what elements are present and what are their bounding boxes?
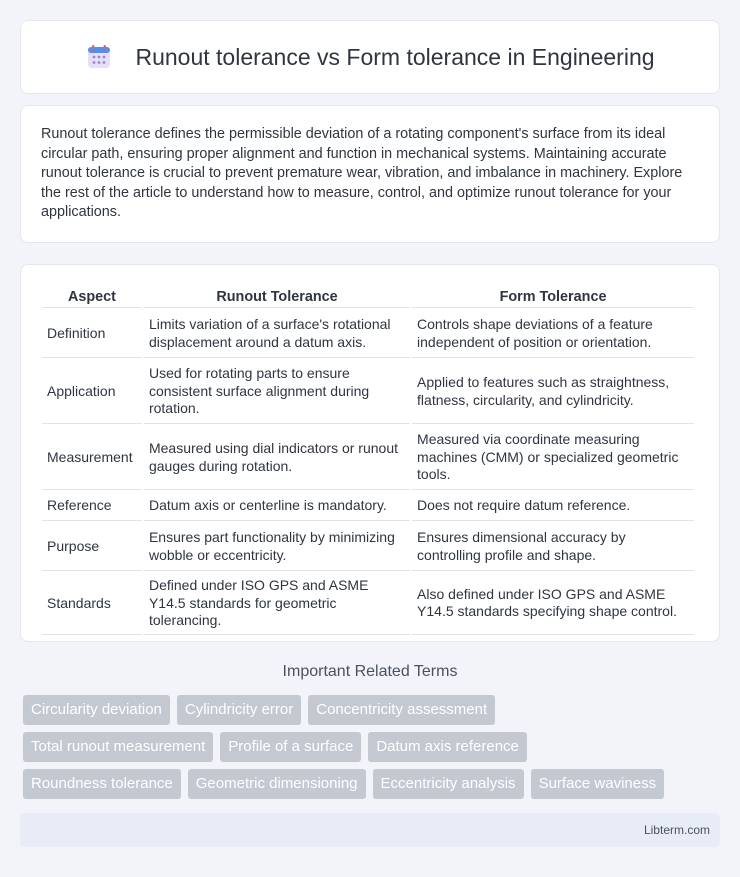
cell-runout: Ensures part functionality by minimizing wobble or eccentricity. — [144, 523, 410, 571]
cell-form: Ensures dimensional accuracy by controlling profile and shape. — [412, 523, 694, 571]
tag-profile-of-a-surface[interactable]: Profile of a surface — [220, 732, 361, 762]
table-row — [42, 523, 694, 571]
tag-total-runout-measurement[interactable]: Total runout measurement — [23, 732, 213, 762]
cell-aspect: Reference — [42, 492, 142, 521]
cell-aspect: Measurement — [42, 426, 142, 490]
table-row — [42, 310, 694, 358]
related-terms-tags — [23, 695, 723, 806]
table-header-row — [42, 285, 694, 308]
cell-aspect: Definition — [42, 310, 142, 358]
related-terms-title: Important Related Terms — [282, 663, 458, 680]
footer — [20, 813, 720, 847]
table-row — [42, 360, 694, 424]
cell-aspect: Purpose — [42, 523, 142, 571]
intro-paragraph: Runout tolerance defines the permissible deviation of a rotating component's surface from its ideal circular path, ensuring proper alignment and function in mechanical systems. Maintaining accurate runout tolerance is crucial to prevent premature wear, vibration, and imbalance in machinery. Explore the rest of the article to understand how to measure, control, and optimize runout tolerance for your applications. — [41, 126, 683, 221]
tag-circularity-deviation[interactable]: Circularity deviation — [23, 695, 170, 725]
table-row — [42, 573, 694, 635]
page-title: Runout tolerance vs Form tolerance in Engineering — [135, 43, 655, 70]
table-row — [42, 492, 694, 521]
tag-geometric-dimensioning[interactable]: Geometric dimensioning — [188, 769, 366, 799]
cell-form: Applied to features such as straightness, flatness, circularity, and cylindricity. — [412, 360, 694, 424]
cell-runout: Limits variation of a surface's rotational displacement around a datum axis. — [144, 310, 410, 358]
cell-runout: Datum axis or centerline is mandatory. — [144, 492, 410, 521]
tag-row — [23, 732, 723, 762]
header-runout: Runout Tolerance — [144, 285, 410, 308]
cell-form: Does not require datum reference. — [412, 492, 694, 521]
tag-roundness-tolerance[interactable]: Roundness tolerance — [23, 769, 181, 799]
tag-datum-axis-reference[interactable]: Datum axis reference — [368, 732, 527, 762]
cell-runout: Used for rotating parts to ensure consistent surface alignment during rotation. — [144, 360, 410, 424]
cell-runout: Measured using dial indicators or runout gauges during rotation. — [144, 426, 410, 490]
tag-surface-waviness[interactable]: Surface waviness — [531, 769, 665, 799]
tag-row — [23, 769, 723, 799]
header-form: Form Tolerance — [412, 285, 694, 308]
cell-runout: Defined under ISO GPS and ASME Y14.5 standards for geometric tolerancing. — [144, 573, 410, 635]
title-card — [20, 20, 720, 94]
cell-aspect: Application — [42, 360, 142, 424]
cell-form: Also defined under ISO GPS and ASME Y14.5 standards specifying shape control. — [412, 573, 694, 635]
tag-cylindricity-error[interactable]: Cylindricity error — [177, 695, 301, 725]
cell-form: Controls shape deviations of a feature independent of position or orientation. — [412, 310, 694, 358]
tag-concentricity-assessment[interactable]: Concentricity assessment — [308, 695, 495, 725]
document-icon — [85, 43, 113, 71]
tag-row — [23, 695, 723, 725]
header-aspect: Aspect — [42, 285, 142, 308]
tag-eccentricity-analysis[interactable]: Eccentricity analysis — [373, 769, 524, 799]
cell-form: Measured via coordinate measuring machines (CMM) or specialized geometric tools. — [412, 426, 694, 490]
table-row — [42, 426, 694, 490]
comparison-table-card — [20, 264, 720, 642]
comparison-table — [40, 283, 696, 637]
intro-card — [20, 105, 720, 243]
footer-site-link[interactable]: Libterm.com — [643, 823, 710, 837]
cell-aspect: Standards — [42, 573, 142, 635]
